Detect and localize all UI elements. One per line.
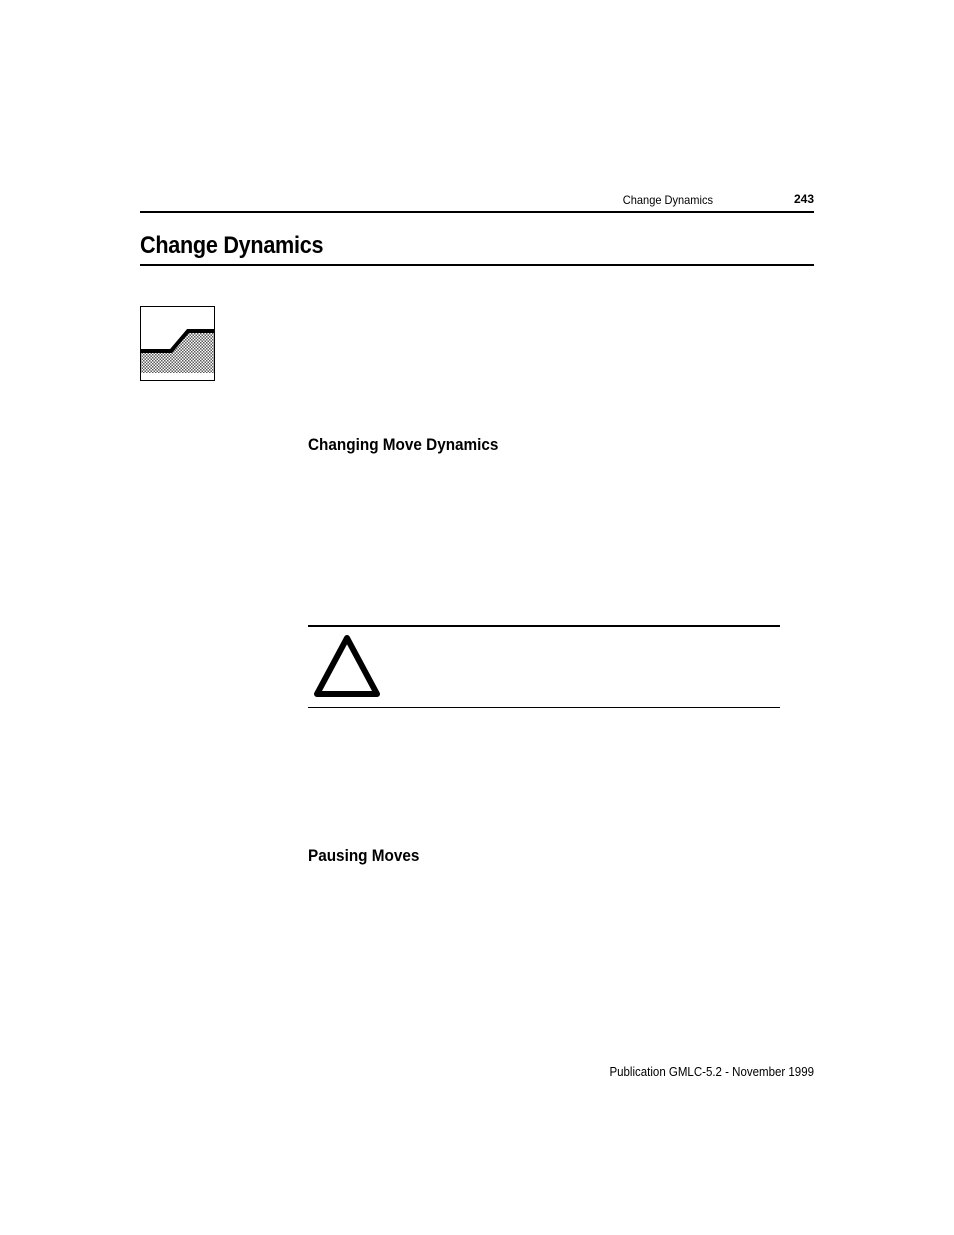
publication-footer: Publication GMLC-5.2 - November 1999 bbox=[609, 1065, 814, 1079]
section-heading-pausing-moves: Pausing Moves bbox=[308, 846, 420, 865]
section-heading-changing-move-dynamics: Changing Move Dynamics bbox=[308, 435, 499, 454]
chapter-title: Change Dynamics bbox=[140, 232, 324, 259]
header-rule bbox=[140, 211, 814, 213]
caution-rule-bottom bbox=[308, 707, 780, 708]
change-dynamics-icon bbox=[140, 306, 215, 381]
page-number: 243 bbox=[793, 192, 814, 206]
caution-triangle-icon bbox=[312, 632, 382, 700]
title-rule bbox=[140, 264, 814, 266]
caution-rule-top bbox=[308, 625, 780, 627]
running-header-title: Change Dynamics bbox=[622, 193, 713, 207]
